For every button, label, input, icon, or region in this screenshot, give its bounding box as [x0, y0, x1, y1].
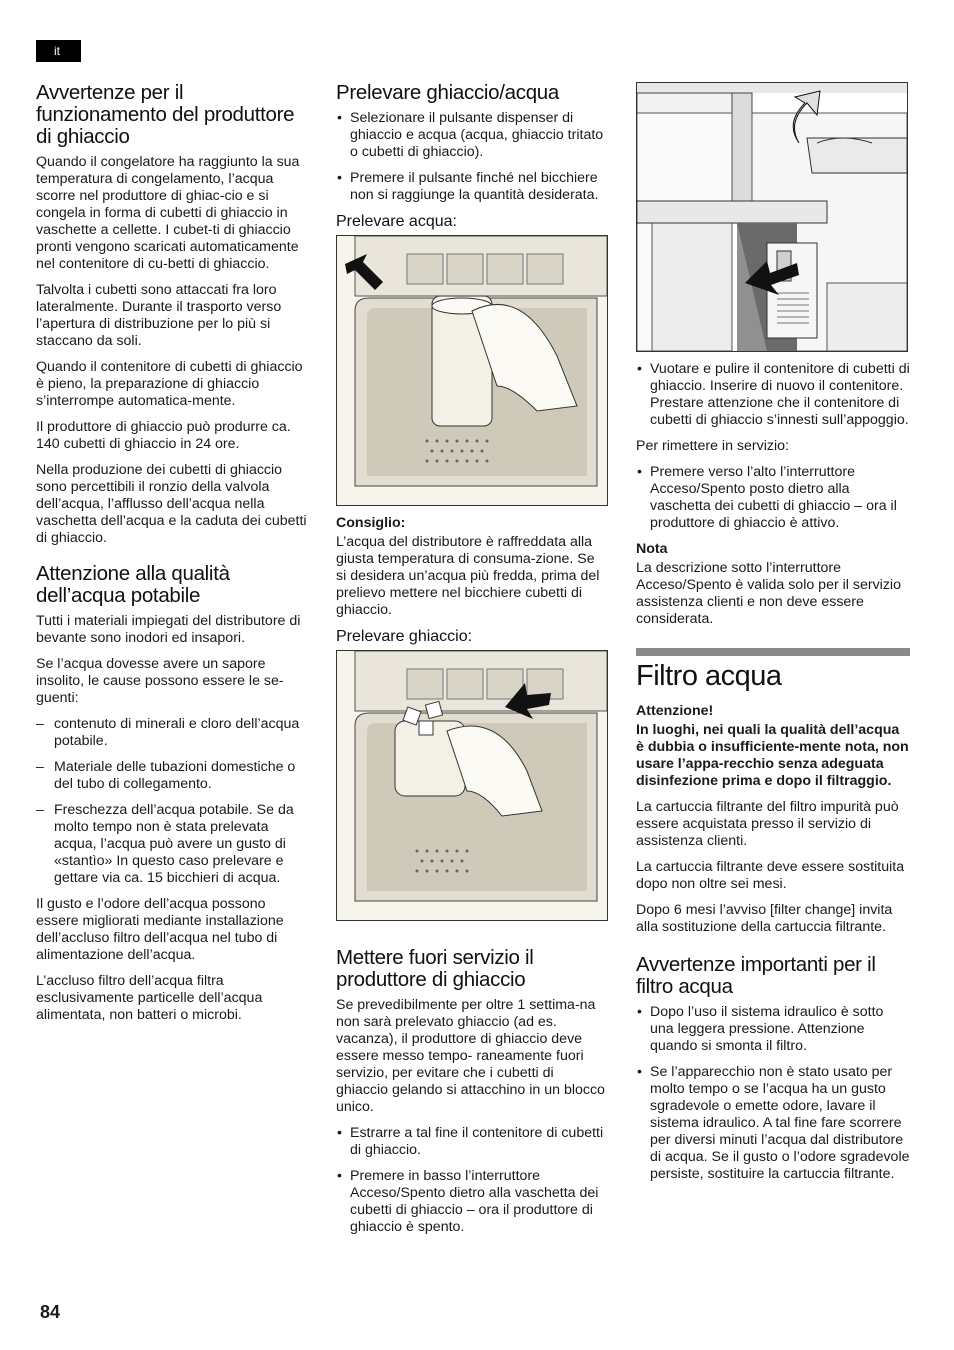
paragraph: Per rimettere in servizio: [636, 438, 789, 454]
warning-label: Attenzione! [636, 703, 714, 719]
disable-steps-list [336, 1125, 608, 1236]
list-item: • Se l’apparecchio non è stato usato per molto tempo o se l’acqua ha un gusto sgradevole o emette odore, lavare il sistema idraulico. A tal fine fare scorrere per diversi minuti l’acqua dal distributore di acqua. Se il gusto o l’odore sgradevole persiste, sostituire la cartuccia filtrante. [636, 1064, 910, 1183]
list-item: • Selezionare il pulsante dispenser di ghiaccio e acqua (acqua, ghiaccio tritato o cubetti di ghiaccio). [336, 110, 608, 161]
paragraph: Tutti i materiali impiegati del distributore di bevante sono inodori ed insapori. [36, 613, 301, 646]
language-tab: it [36, 40, 81, 62]
taste-causes-list [36, 716, 308, 887]
paragraph: Se prevedibilmente per oltre 1 settima-na non sarà prelevato ghiaccio (ad es. vacanza), il produttore di ghiaccio deve essere messo tempo- raneamente fuori servizio, per evitare che i cubetti di ghiaccio gelando si attacchino in un blocco unico. [336, 997, 605, 1115]
list-item: • Estrarre a tal fine il contenitore di cubetti di ghiaccio. [336, 1125, 608, 1159]
ice-dispense-illustration [336, 650, 608, 921]
paragraph: Il gusto e l’odore dell’acqua possono essere migliorati mediante installazione dell’accluso filtro dell’acqua nel tubo di alimentazione dell’acqua. [36, 896, 284, 963]
paragraph: Quando il contenitore di cubetti di ghiaccio è pieno, la preparazione di ghiaccio s’interrompe automatica-mente. [36, 359, 303, 409]
paragraph: Quando il congelatore ha raggiunto la sua temperatura di congelamento, l’acqua scorre nel produttore di ghiac-cio e si congela in forma di cubetti di ghiaccio in vaschette a cellette. I cubet-ti di ghiaccio pronti vengono scaricati automaticamente nel contenitore di cu-betti di ghiaccio. [36, 154, 300, 272]
list-item: • Dopo l’uso il sistema idraulico è sotto una leggera pressione. Attenzione quando si smonta il filtro. [636, 1004, 910, 1055]
heading-water-quality: Attenzione alla qualità dell’acqua potabile [36, 562, 230, 607]
page-number: 84 [40, 1302, 61, 1322]
tip-label: Consiglio: [336, 515, 406, 531]
heading-disable-ice-maker: Mettere fuori servizio il produttore di ghiaccio [336, 946, 534, 991]
empty-container-list [636, 361, 910, 429]
section-divider [636, 648, 910, 656]
note-label: Nota [636, 541, 668, 557]
heading-filter-notes: Avvertenze importanti per il filtro acqua [636, 953, 876, 998]
filter-notes-list [636, 1004, 910, 1183]
heading-dispense: Prelevare ghiaccio/acqua [336, 81, 559, 104]
heading-water-filter: Filtro acqua [636, 660, 782, 692]
paragraph: La cartuccia filtrante deve essere sostituita dopo non oltre sei mesi. [636, 859, 905, 892]
column-2 [336, 82, 608, 1245]
subheading-dispense-ice: Prelevare ghiaccio: [336, 628, 473, 645]
tip-text: L’acqua del distributore è raffreddata alla giusta temperatura di consuma-zione. Se si desidera un’acqua più fredda, prima del prelievo mettere nel bicchiere cubetti di ghiaccio. [336, 534, 600, 618]
paragraph: La cartuccia filtrante del filtro impurità può essere acquistata presso il servizio di assistenza clienti. [636, 799, 899, 849]
reactivate-list [636, 464, 910, 532]
paragraph: Talvolta i cubetti sono attaccati fra loro lateralmente. Durante il trasporto verso l’apertura di distribuzione per lo più si staccano da soli. [36, 282, 282, 349]
list-item: – Freschezza dell’acqua potabile. Se da molto tempo non è stata prelevata acqua, l’acqua può avere un gusto di «stantìo» In questo caso prelevare e gettare via ca. 15 bicchieri di acqua. [36, 802, 308, 887]
subheading-dispense-water: Prelevare acqua: [336, 213, 457, 230]
paragraph: Dopo 6 mesi l’avviso [filter change] invita alla sostituzione della cartuccia filtrante. [636, 902, 893, 935]
note-text: La descrizione sotto l’interruttore Acceso/Spento è valida solo per il servizio assistenza clienti e non deve essere considerata. [636, 560, 901, 627]
list-item: – Materiale delle tubazioni domestiche o del tubo di collegamento. [36, 759, 308, 793]
ice-maker-switch-illustration [636, 82, 908, 352]
paragraph: Nella produzione dei cubetti di ghiaccio sono percettibili il ronzio della valvola dell’acqua, l’afflusso dell’acqua nella vaschetta dell’acqua e la caduta dei cubetti di ghiaccio. [36, 462, 307, 546]
warning-text: In luoghi, nei quali la qualità dell’acqua è dubbia o insufficiente-mente nota, non usare l’appa-recchio senza adeguata disinfezione prima e dopo il filtraggio. [636, 722, 909, 789]
list-item: • Premere il pulsante finché nel bicchiere non si raggiunge la quantità desiderata. [336, 170, 608, 204]
paragraph: Il produttore di ghiaccio può produrre ca. 140 cubetti di ghiaccio in 24 ore. [36, 419, 291, 452]
paragraph: Se l’acqua dovesse avere un sapore insolito, le cause possono essere le se-guenti: [36, 656, 284, 706]
water-dispense-illustration [336, 235, 608, 506]
column-3 [636, 82, 910, 1192]
column-1 [36, 82, 308, 1033]
dispense-steps-list [336, 110, 608, 204]
list-item: • Premere in basso l’interruttore Acceso/Spento dietro alla vaschetta dei cubetti di ghiaccio – ora il produttore di ghiaccio è spento. [336, 1168, 608, 1236]
list-item: • Premere verso l’alto l’interruttore Acceso/Spento posto dietro alla vaschetta dei cubetti di ghiaccio – ora il produttore di ghiaccio è attivo. [636, 464, 910, 532]
list-item: – contenuto di minerali e cloro dell’acqua potabile. [36, 716, 308, 750]
paragraph: L’accluso filtro dell’acqua filtra esclusivamente particelle dell’acqua alimentata, non batteri o microbi. [36, 973, 263, 1023]
list-item: • Vuotare e pulire il contenitore di cubetti di ghiaccio. Inserire di nuovo il contenitore. Prestare attenzione che il contenitore di cubetti di ghiaccio s’innesti sull’appoggio. [636, 361, 910, 429]
heading-ice-maker-operation: Avvertenze per il funzionamento del produttore di ghiaccio [36, 81, 295, 148]
